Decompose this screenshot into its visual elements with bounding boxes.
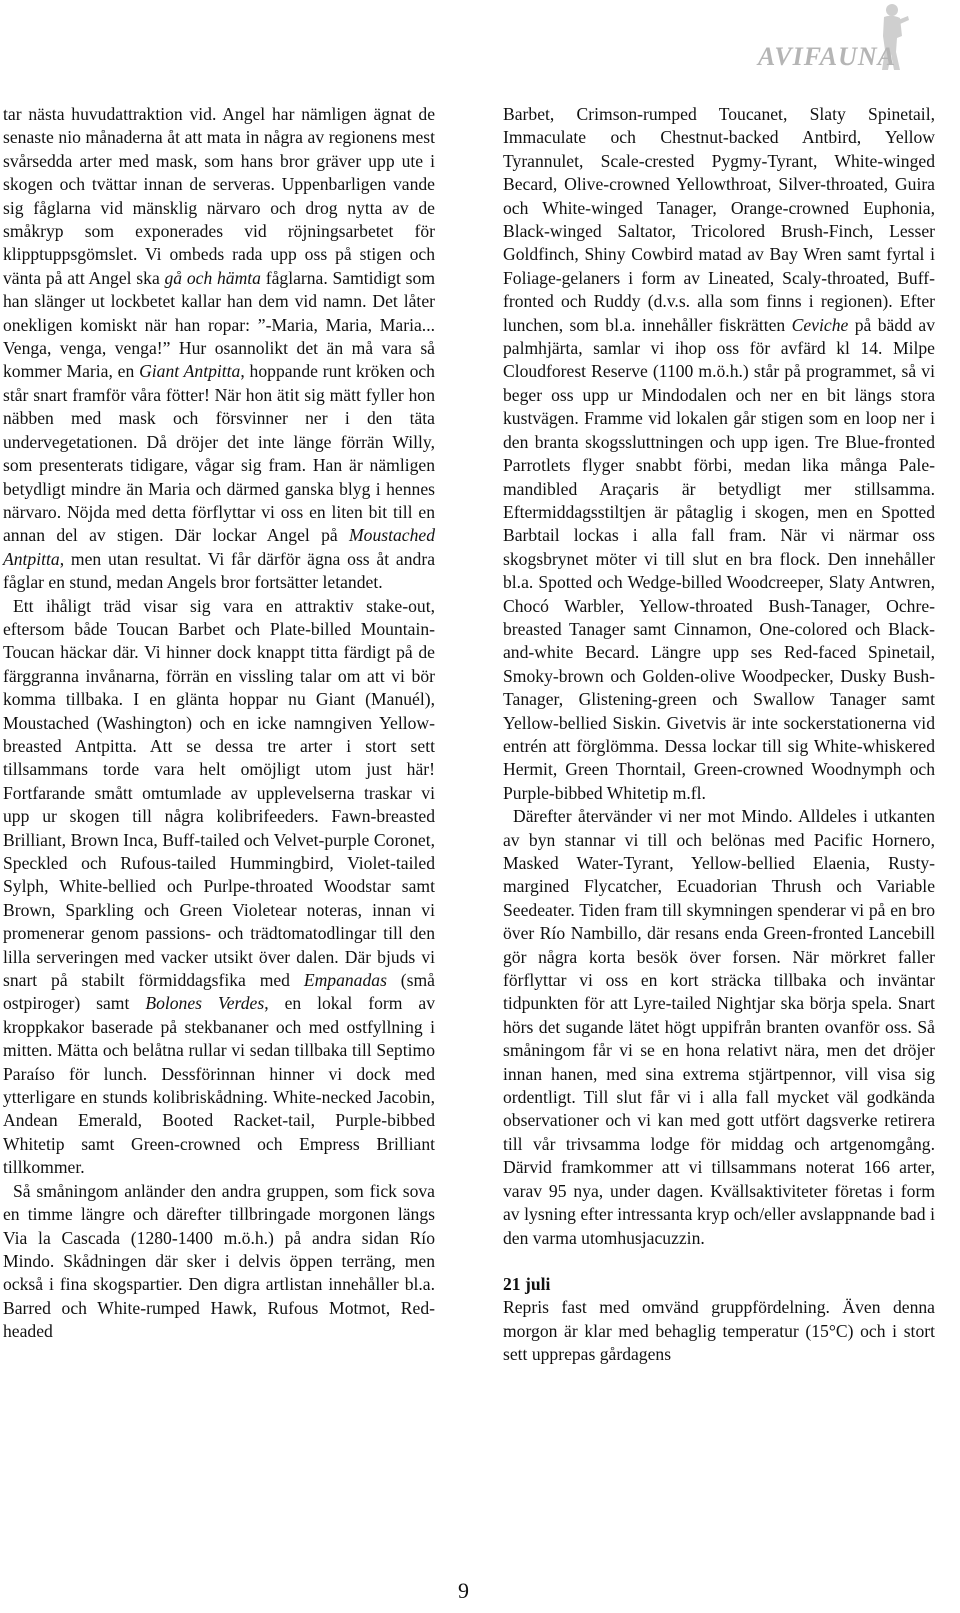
paragraph: Ett ihåligt träd visar sig vara en attraktiv stake-out, eftersom både Toucan Barbet och Plate-billed Mountain-Toucan häckar där. Vi hinner dock knappt titta färdigt på de färggranna invånarna, förrän en vissling talar om att vi bör komma tillbaka. I en glänta hoppar nu Giant (Manuél), Moustached (Washington) och en icke namngiven Yellow-breasted Antpitta. Att se dessa tre arter i stort sett tillsammans torde vara helt omöjligt utom just här! Fortfarande smått omtumlade av upplevelserna traskar vi upp ur skogen till några kolibrifeeders. Fawn-breasted Brilliant, Brown Inca, Buff-tailed och Velvet-purple Coronet, Speckled och Rufous-tailed Hummingbird, Violet-tailed Sylph, White-bellied och Purlpe-throated Woodstar samt Brown, Sparkling och Green Violetear noteras, innan vi promenerar genom passions- och trädtomatodlingar till den lilla serveringen med vacker utsikt över dalen. Där bjuds vi snart på stabilt förmiddagsfika med Empanadas (små ostpiroger) samt Bolones Verdes, en lokal form av kroppkakor baserade på stekbananer och med ostfyllning i mitten. Mätta och belåtna rullar vi sedan tillbaka till Septimo Paraíso för lunch. Dessförinnan hinner vi dock med ytterligare en stunds kolibriskådning. White-necked Jacobin, Andean Emerald, Booted Racket-tail, Purple-bibbed Whitetip samt Green-crowned och Empress Brilliant tillkommer. <box>3 595 435 1178</box>
right-column <box>503 103 935 1367</box>
section-heading: 21 juli <box>503 1273 551 1294</box>
page-number: 9 <box>458 1578 469 1603</box>
avifauna-logo <box>730 0 930 80</box>
paragraph: Därefter återvänder vi ner mot Mindo. Alldeles i utkanten av byn stannar vi till och belönas med Pacific Hornero, Masked Water-Tyrant, Yellow-bellied Elaenia, Rusty-margined Flycatcher, Ecuadorian Thrush och Variable Seedeater. Tiden fram till skymningen spenderar vi på en bro över Río Nambillo, där resans enda Green-fronted Lancebill gör några korta besök över forsen. När mörkret faller förflyttar vi oss en kort sträcka tillbaka och inväntar tidpunkten för att Lyre-tailed Nightjar ska börja spela. Snart hörs det sugande lätet högt uppifrån branten ovanför oss. Så småningom får vi se en hona relativt nära, men det dröjer innan hanen, med sina extrema stjärtpennor, vill visa sig ordentligt. Till slut får vi i alla fall mycket väl godkända observationer och vi kan med gott utfört dagsverke retirera till vår trivsamma lodge för middag och artgenomgång. Därvid framkommer att vi tillsammans noterat 166 arter, varav 95 nya, under dagen. Kvällsaktiviteter företas i form av lysning efter intressanta kryp och/eller avslappnande bad i den varma utomhusjacuzzin. <box>503 806 935 1248</box>
paragraph: Så småningom anländer den andra gruppen, som fick sova en timme längre och därefter tillbringade morgonen längs Via la Cascada (1280-1400 m.ö.h.) på andra sidan Río Mindo. Skådningen där sker i delvis öppen terräng, men också i fina skogspartier. Den digra artlistan innehåller bl.a. Barred och White-rumped Hawk, Rufous Motmot, Red-headed <box>3 1180 435 1342</box>
paragraph: Barbet, Crimson-rumped Toucanet, Slaty Spinetail, Immaculate och Chestnut-backed Antbird, Yellow Tyrannulet, Scale-crested Pygmy-Tyrant, White-winged Becard, Olive-crowned Yellowthroat, Silver-throated, Guira och White-winged Tanager, Orange-crowned Euphonia, Black-winged Saltator, Tricolored Brush-Finch, Lesser Goldfinch, Shiny Cowbird matad av Bay Wren samt fyrtal i Foliage-gelaners i form av Lineated, Scaly-throated, Buff-fronted och Ruddy (d.v.s. alla som finns i regionen). Efter lunchen, som bl.a. innehåller fiskrätten Ceviche på bädd av palmhjärta, samlar vi ihop oss för avfärd kl 14. Milpe Cloudforest Reserve (1100 m.ö.h.) står på programmet, så vi beger oss upp ur Mindodalen och ner en bit längs stora kustvägen. Framme vid lokalen går stigen som en loop ner i den branta skogssluttningen och upp igen. Tre Blue-fronted Parrotlets flyger snabbt förbi, medan lika många Pale-mandibled Araçaris är betydligt mer stillsamma. Eftermiddagsstiltjen är påtaglig i skogen, men en Spotted Barbtail lockas i alla fall fram. När vi närmar oss skogsbrynet möter vi till slut en bra flock. Den innehåller bl.a. Spotted och Wedge-billed Woodcreeper, Slaty Antwren, Chocó Warbler, Yellow-throated Bush-Tanager, Ochre-breasted Tanager samt Cinnamon, One-colored och Black-and-white Becard. Längre upp ses Red-faced Spinetail, Smoky-brown och Golden-olive Woodpecker, Dusky Bush-Tanager, Glistening-green och Swallow Tanager samt Yellow-bellied Siskin. Givetvis är inte sockerstationerna vid entrén att förglömma. Dessa lockar till sig White-whiskered Hermit, Green Thorntail, Green-crowned Woodnymph och Purple-bibbed Whitetip m.fl. <box>503 104 935 803</box>
paragraph: Repris fast med omvänd gruppfördelning. Även denna morgon är klar med behaglig temperatur (15°C) och i stort sett upprepas gårdagens <box>503 1297 935 1365</box>
left-column <box>3 103 435 1344</box>
logo-text: AVIFAUNA <box>757 42 896 71</box>
paragraph: tar nästa huvudattraktion vid. Angel har nämligen ägnat de senaste nio månaderna åt att mata in några av regionens mest svårsedda arter med mask, som hans bror gräver upp ute i skogen och tvättar innan de serveras. Uppenbarligen vande sig fåglarna vid mänsklig närvaro och drog nytta av de småkryp som exponerades vid röjningsarbetet för klipptuppsgömslet. Vi ombeds rada upp oss på stigen och vänta på att Angel ska gå och hämta fåglarna. Samtidigt som han slänger ut lockbetet kallar han dem vid namn. Det låter onekligen komiskt när han ropar: ”-Maria, Maria, Maria... Venga, venga, venga!” Hur osannolikt det än må vara så kommer Maria, en Giant Antpitta, hoppande runt kröken och står snart framför våra fötter! När hon ätit sig mätt fyller hon näbben med mask och försvinner ner i den täta undervegetationen. Då dröjer det inte länge förrän Willy, som presenterats tidigare, vågar sig fram. Han är nämligen betydligt mindre än Maria och därmed ganska blyg i hennes närvaro. Nöjda med detta förflyttar vi oss en liten bit till en annan del av stigen. Där lockar Angel på Moustached Antpitta, men utan resultat. Vi får därför ägna oss åt andra fåglar en stund, medan Angels bror fortsätter letandet. <box>3 104 435 593</box>
